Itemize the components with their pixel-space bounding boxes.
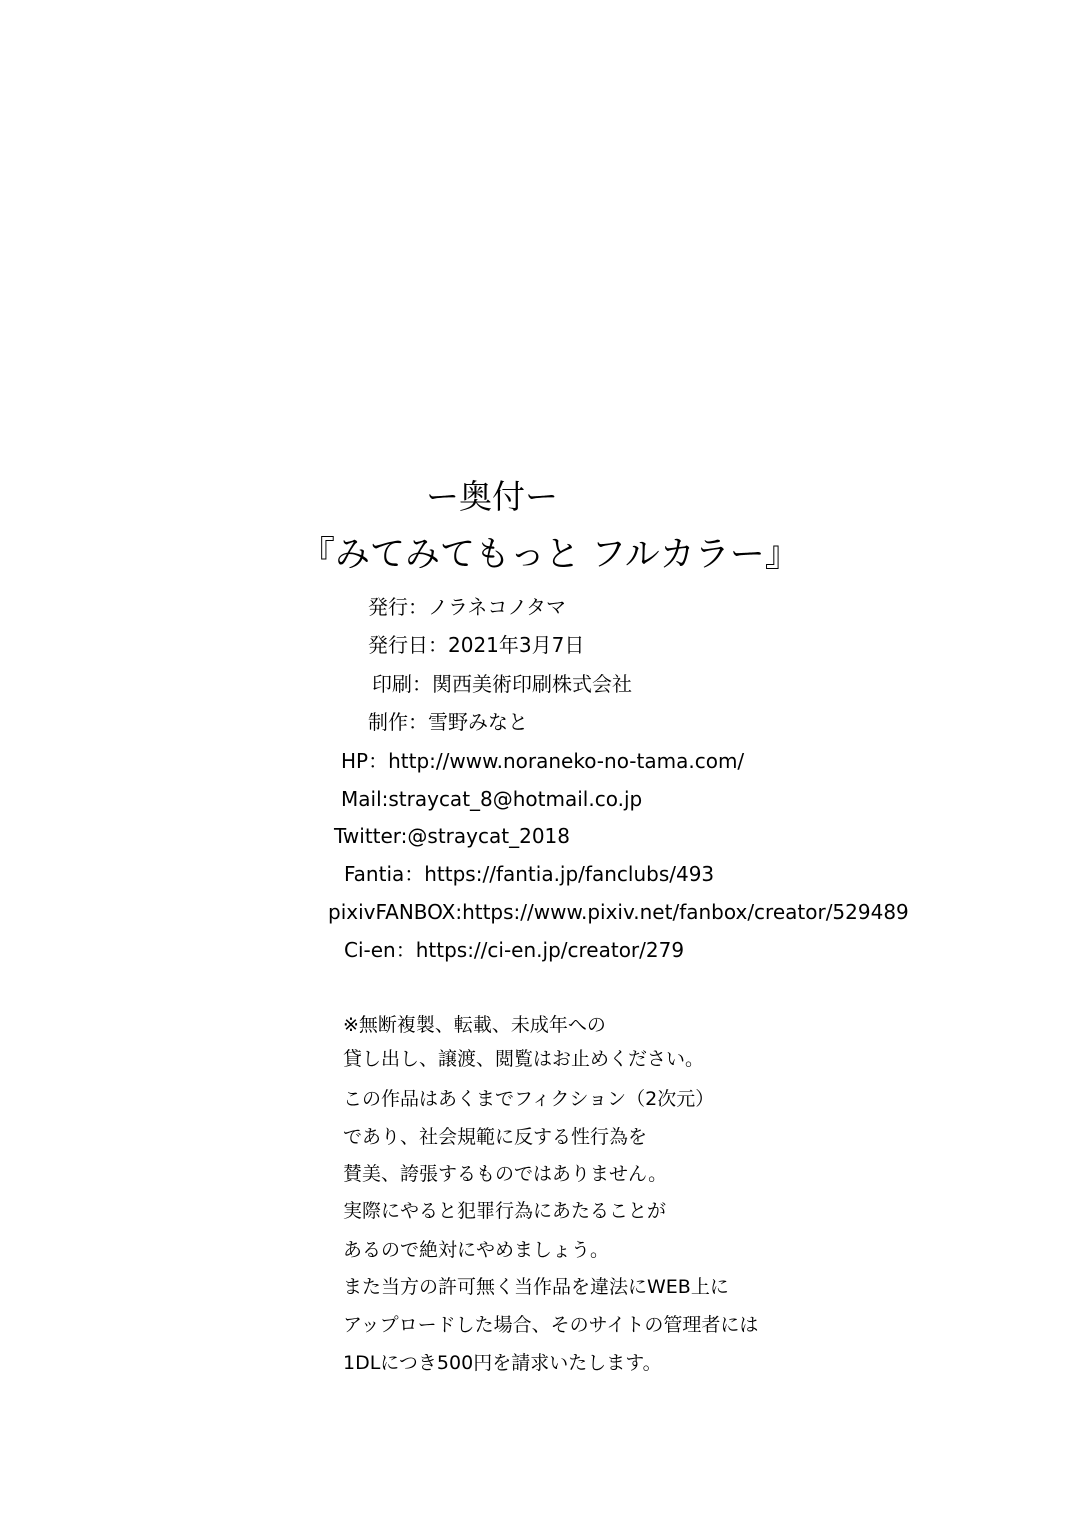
- notice-line: であり、社会規範に反する性行為を: [343, 1126, 648, 1148]
- fantia-link[interactable]: Fantia：https://fantia.jp/fanclubs/493: [344, 862, 715, 886]
- fanbox-link[interactable]: pixivFANBOX:https://www.pixiv.net/fanbox/creator/529489: [328, 900, 909, 924]
- notice-line: 賛美、誇張するものではありません。: [343, 1163, 668, 1185]
- notice-line: この作品はあくまでフィクション（2次元）: [343, 1088, 715, 1110]
- twitter-link[interactable]: Twitter:@straycat_2018: [334, 824, 570, 848]
- publication-date-line: 発行日：2021年3月7日: [368, 633, 585, 657]
- notice-line: 貸し出し、譲渡、閲覧はお止めください。: [343, 1048, 705, 1070]
- publisher-line: 発行：ノラネコノタマ: [368, 595, 566, 619]
- notice-line: あるので絶対にやめましょう。: [343, 1239, 610, 1261]
- mail-link[interactable]: Mail:straycat_8@hotmail.co.jp: [341, 787, 643, 811]
- printer-line: 印刷：関西美術印刷株式会社: [372, 672, 632, 696]
- notice-line: 実際にやると犯罪行為にあたることが: [343, 1200, 667, 1222]
- book-title: 『みてみてもっと フルカラー』: [300, 535, 800, 575]
- homepage-link[interactable]: HP：http://www.noraneko-no-tama.com/: [341, 749, 745, 773]
- cien-link[interactable]: Ci-en：https://ci-en.jp/creator/279: [344, 938, 685, 962]
- colophon-heading: ー奥付ー: [426, 477, 558, 516]
- notice-line: アップロードした場合、そのサイトの管理者には: [343, 1314, 759, 1336]
- notice-line: 1DLにつき500円を請求いたします。: [343, 1352, 662, 1374]
- notice-line: ※無断複製、転載、未成年への: [343, 1014, 606, 1036]
- author-line: 制作：雪野みなと: [368, 710, 528, 734]
- notice-line: また当方の許可無く当作品を違法にWEB上に: [343, 1276, 729, 1298]
